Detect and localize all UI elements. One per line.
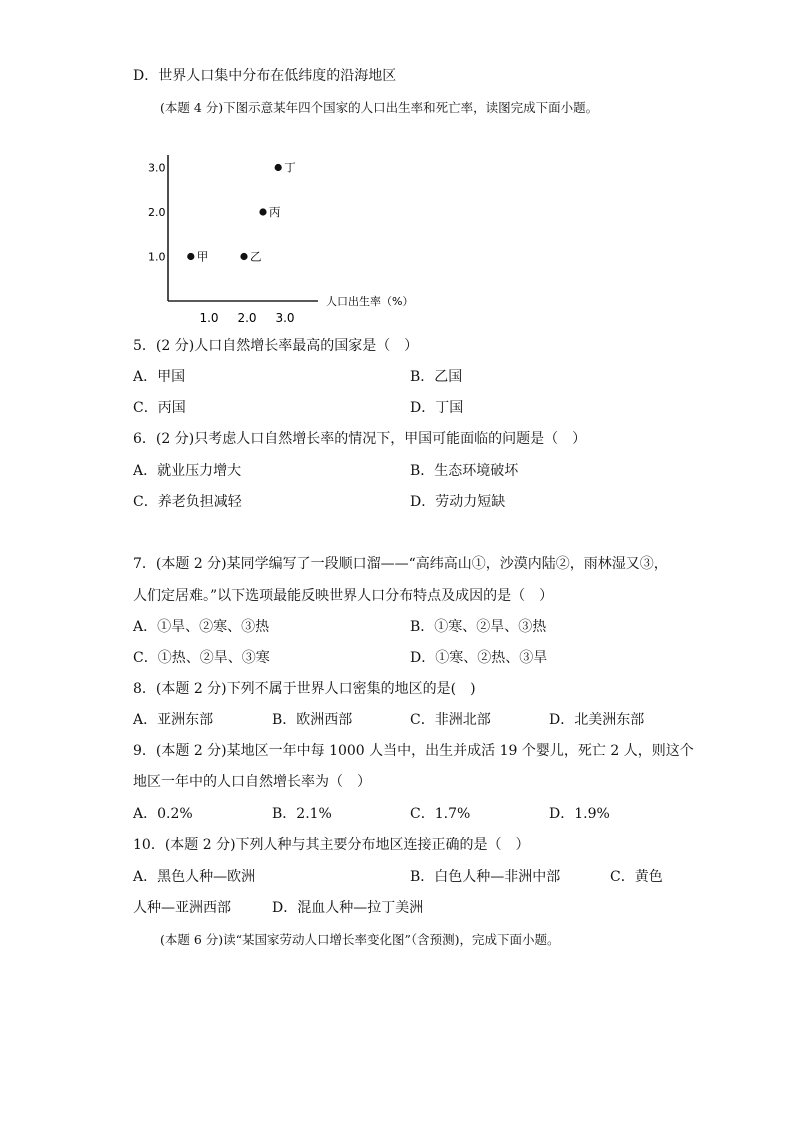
q10-option-a: A．黑色人种—欧洲 bbox=[133, 869, 256, 885]
q9-option-b: B．2.1% bbox=[272, 806, 332, 822]
x-tick-label: 2.0 bbox=[237, 311, 257, 325]
intro-question-group-2: (本题 6 分)读“某国家劳动人口增长率变化图”（含预测)，完成下面小题。 bbox=[160, 932, 560, 947]
q7-option-c: C．①热、②旱、③寒 bbox=[133, 650, 270, 666]
q8-option-a: A．亚洲东部 bbox=[133, 712, 214, 728]
data-point-label: 乙 bbox=[250, 249, 262, 264]
q10-option-d: D．混血人种—拉丁美洲 bbox=[272, 900, 424, 916]
q8-option-c: C．非洲北部 bbox=[410, 712, 491, 728]
plot-area bbox=[168, 155, 318, 301]
q7-stem-line2: 人们定居难。”以下选项最能反映世界人口分布特点及成因的是（ ） bbox=[133, 588, 554, 604]
q9-option-a: A．0.2% bbox=[133, 806, 193, 822]
q9-option-c: C．1.7% bbox=[410, 806, 471, 822]
q9-option-d: D．1.9% bbox=[549, 806, 610, 822]
q8-option-d: D．北美洲东部 bbox=[549, 712, 645, 728]
data-point bbox=[240, 253, 247, 260]
data-point-label: 丙 bbox=[269, 205, 281, 219]
y-tick-labels bbox=[148, 162, 166, 264]
q7-option-b: B．①寒、②旱、③热 bbox=[410, 619, 547, 635]
q8-option-b: B．欧洲西部 bbox=[272, 712, 353, 728]
q7-option-d: D．①寒、②热、③旱 bbox=[410, 650, 548, 666]
q10-option-c-part1: C．黄色 bbox=[610, 869, 663, 885]
x-tick-label: 3.0 bbox=[275, 311, 295, 325]
q10-stem: 10．(本题 2 分)下列人种与其主要分布地区连接正确的是（ ） bbox=[133, 837, 530, 853]
q5-option-b: B．乙国 bbox=[410, 369, 463, 385]
q10-option-b: B．白色人种—非洲中部 bbox=[410, 869, 561, 885]
x-tick-labels bbox=[199, 311, 294, 325]
q6-option-d: D．劳动力短缺 bbox=[410, 494, 506, 510]
q5-stem: 5．(2 分)人口自然增长率最高的国家是（ ） bbox=[133, 338, 419, 354]
q7-option-a: A．①旱、②寒、③热 bbox=[133, 619, 270, 635]
q5-option-c: C．丙国 bbox=[133, 400, 186, 416]
birth-death-rate-chart bbox=[140, 155, 440, 330]
q8-stem: 8．(本题 2 分)下列不属于世界人口密集的地区的是( ) bbox=[133, 681, 476, 697]
q9-stem-line2: 地区一年中的人口自然增长率为（ ） bbox=[133, 774, 371, 790]
q9-stem-line1: 9．(本题 2 分)某地区一年中每 1000 人当中，出生并成活 19 个婴儿，死亡 2 人，则这个 bbox=[133, 743, 694, 759]
q6-stem: 6．(2 分)只考虑人口自然增长率的情况下，甲国可能面临的问题是（ ） bbox=[133, 431, 587, 447]
x-tick-label: 1.0 bbox=[199, 311, 219, 325]
q10-option-c-part2: 人种—亚洲西部 bbox=[133, 900, 231, 916]
q5-option-a: A．甲国 bbox=[133, 369, 186, 385]
data-point bbox=[187, 253, 194, 260]
intro-question-group-1: (本题 4 分)下图示意某年四个国家的人口出生率和死亡率，读图完成下面小题。 bbox=[160, 100, 599, 115]
x-axis-label: 人口出生率（%） bbox=[326, 295, 414, 308]
data-point-label: 甲 bbox=[196, 249, 209, 264]
data-point bbox=[259, 208, 266, 215]
data-point-label: 丁 bbox=[284, 160, 296, 175]
y-tick-label: 3.0 bbox=[148, 161, 166, 175]
q6-option-b: B．生态环境破坏 bbox=[410, 463, 519, 479]
data-points bbox=[187, 161, 296, 264]
y-tick-label: 1.0 bbox=[148, 250, 166, 264]
q7-stem-line1: 7．(本题 2 分)某同学编写了一段顺口溜——“高纬高山①，沙漠内陆②，雨林湿又③， bbox=[133, 556, 668, 572]
y-tick-label: 2.0 bbox=[148, 206, 166, 219]
q6-option-c: C．养老负担减轻 bbox=[133, 494, 242, 510]
q5-option-d: D．丁国 bbox=[410, 400, 464, 416]
q6-option-a: A．就业压力增大 bbox=[133, 463, 242, 479]
q4-option-d: D．世界人口集中分布在低纬度的沿海地区 bbox=[133, 68, 397, 84]
data-point bbox=[275, 164, 282, 171]
